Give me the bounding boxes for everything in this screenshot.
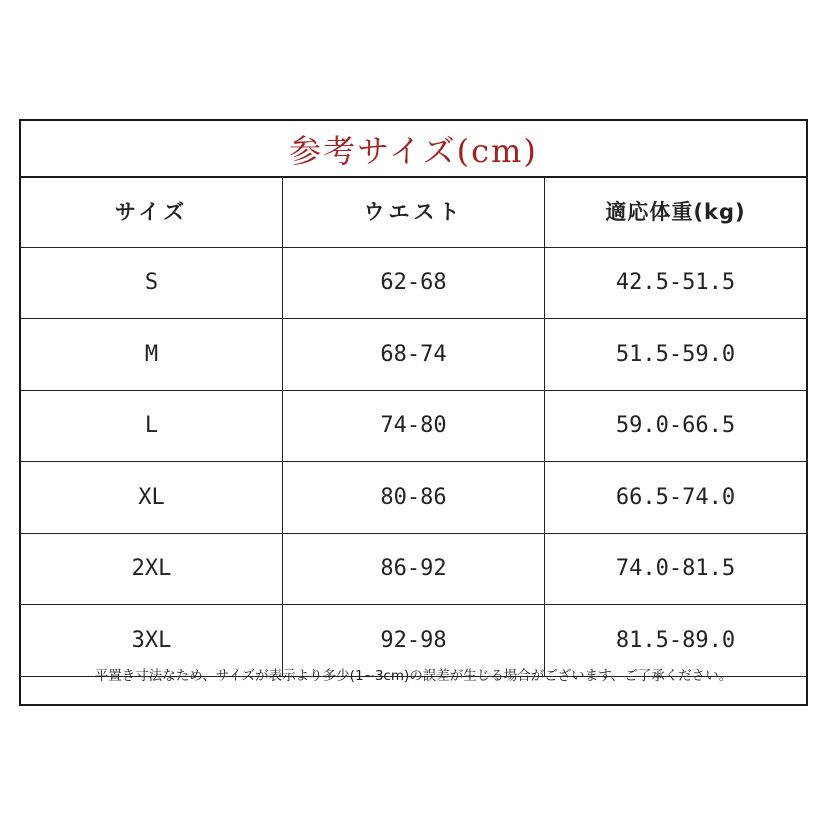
size-cell: S: [21, 248, 283, 319]
footnote: 平置き寸法なため、サイズが表示より多少(1~3cm)の誤差が生じる場合がございます、ご了承ください。: [94, 668, 733, 684]
table-row: [21, 319, 806, 391]
table-row: [21, 248, 806, 320]
size-cell: L: [21, 391, 283, 462]
weight-cell: 74.0-81.5: [615, 556, 736, 582]
waist-cell: 86-92: [283, 534, 545, 605]
table-row: [21, 391, 806, 463]
size-cell: M: [21, 319, 283, 390]
waist-cell: 68-74: [283, 319, 545, 390]
waist-cell: 80-86: [283, 462, 545, 533]
weight-cell: 81.5-89.0: [615, 627, 736, 653]
size-cell: 3XL: [21, 605, 283, 676]
waist-cell: 62-68: [283, 248, 545, 319]
weight-cell: 66.5-74.0: [615, 484, 736, 510]
table-row: [21, 462, 806, 534]
weight-cell: 51.5-59.0: [615, 341, 736, 367]
size-cell: XL: [21, 462, 283, 533]
table-row: [21, 534, 806, 606]
header-row: [21, 176, 806, 248]
table-title: 参考サイズ(cm): [289, 131, 538, 170]
header-weight: 適応体重(kg): [605, 200, 746, 225]
title-row: [21, 121, 806, 178]
size-chart-table: [19, 119, 808, 706]
waist-cell: 74-80: [283, 391, 545, 462]
waist-cell: 92-98: [283, 605, 545, 676]
size-grid: [21, 176, 806, 677]
weight-cell: 42.5-51.5: [615, 270, 736, 296]
header-size: サイズ: [21, 176, 283, 247]
header-waist: ウエスト: [283, 176, 545, 247]
size-cell: 2XL: [21, 534, 283, 605]
weight-cell: 59.0-66.5: [615, 413, 736, 439]
